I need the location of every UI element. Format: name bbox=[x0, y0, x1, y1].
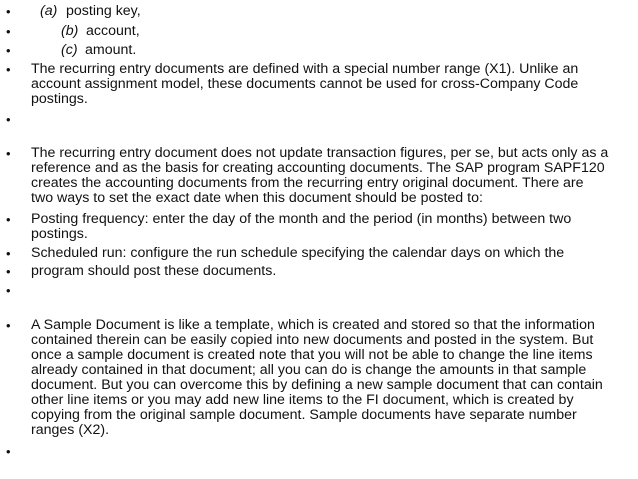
sub-item-text: account, bbox=[86, 23, 140, 39]
paragraph-line: reference and as the basis for creating accounting documents. The SAP program SAPF120 bbox=[31, 160, 605, 176]
paragraph-line: account assignment model, these documents cannot be used for cross-Company Code bbox=[31, 76, 579, 92]
bullet: • bbox=[6, 444, 11, 459]
paragraph-line: ranges (X2). bbox=[31, 422, 110, 438]
paragraph-line: A Sample Document is like a template, which is created and stored so that the information bbox=[31, 317, 595, 333]
sub-item-label: (a) bbox=[40, 3, 58, 19]
bullet: • bbox=[6, 264, 11, 279]
paragraph-line: other line items or you may add new line items to the FI document, which is created by bbox=[31, 392, 574, 408]
paragraph-line: postings. bbox=[31, 226, 88, 242]
bullet: • bbox=[6, 212, 11, 227]
paragraph-line: Posting frequency: enter the day of the month and the period (in months) between two bbox=[31, 211, 572, 227]
sub-item-label: (b) bbox=[61, 23, 79, 39]
paragraph-line: The recurring entry document does not update transaction figures, per se, but acts only as a bbox=[31, 145, 609, 161]
bullet: • bbox=[6, 246, 11, 261]
paragraph-line: postings. bbox=[31, 91, 88, 107]
paragraph-line: creates the accounting documents from the recurring entry original document. There are bbox=[31, 175, 584, 191]
bullet: • bbox=[6, 43, 11, 58]
sub-item-text: posting key, bbox=[66, 3, 141, 19]
paragraph-line: Scheduled run: configure the run schedule specifying the calendar days on which the bbox=[31, 245, 565, 261]
paragraph-line: once a sample document is created note that you will not be able to change the line items bbox=[31, 347, 593, 363]
bullet: • bbox=[6, 24, 11, 39]
paragraph-line: The recurring entry documents are defined with a special number range (X1). Unlike an bbox=[31, 61, 579, 77]
paragraph-line: program should post these documents. bbox=[31, 263, 277, 279]
paragraph-line: two ways to set the exact date when this document should be posted to: bbox=[31, 190, 483, 206]
bullet: • bbox=[6, 146, 11, 161]
sub-item-text: amount. bbox=[85, 42, 137, 58]
paragraph-line: already contained in that document; all you can do is change the amounts in that sample bbox=[31, 362, 587, 378]
paragraph-line: document. But you can overcome this by defining a new sample document that can contain bbox=[31, 377, 603, 393]
bullet: • bbox=[6, 112, 11, 127]
paragraph-line: copying from the original sample document. Sample documents have separate number bbox=[31, 407, 577, 423]
sub-item-label: (c) bbox=[61, 42, 78, 58]
bullet: • bbox=[6, 4, 11, 19]
bullet: • bbox=[6, 283, 11, 298]
bullet: • bbox=[6, 62, 11, 77]
bullet: • bbox=[6, 318, 11, 333]
paragraph-line: contained therein can be easily copied into new documents and posted in the system. But bbox=[31, 332, 594, 348]
